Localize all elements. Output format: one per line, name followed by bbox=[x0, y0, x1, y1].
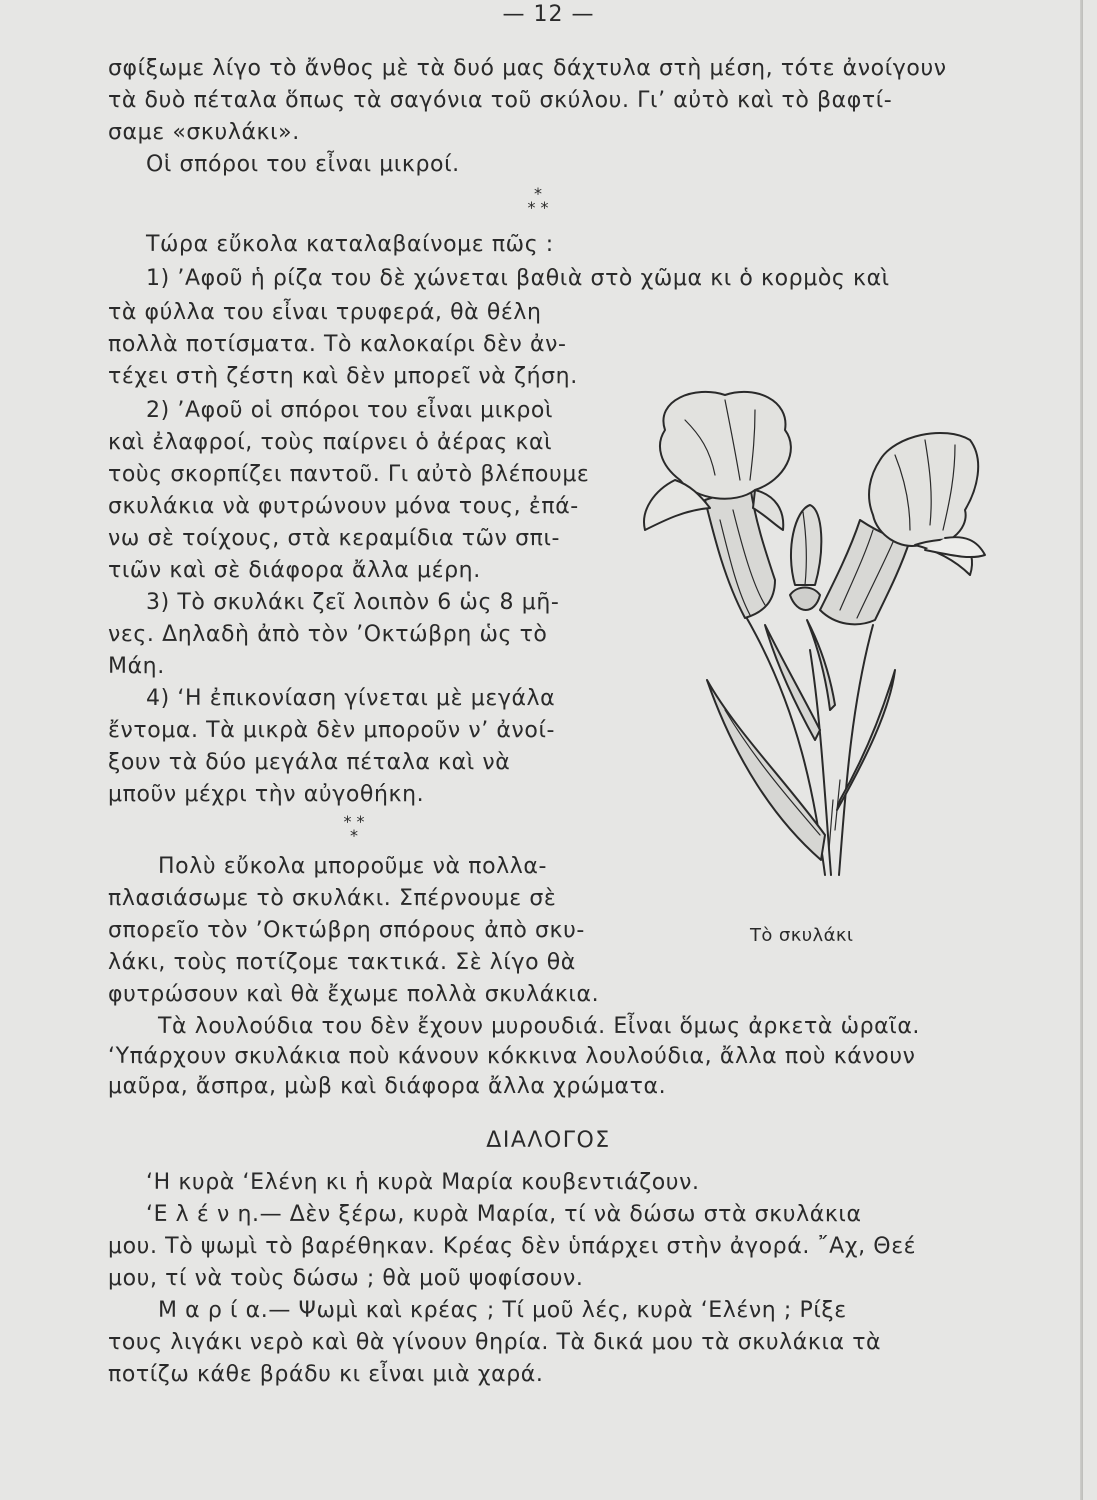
snapdragon-illustration bbox=[625, 380, 995, 890]
text-line: σκυλάκια νὰ φυτρώνουν μόνα τους, ἐπά- bbox=[108, 494, 579, 519]
text-line: τέχει στὴ ζέστη καὶ δὲν μπορεῖ νὰ ζήση. bbox=[108, 364, 578, 389]
right-flower-upper-lip bbox=[869, 433, 978, 546]
text-line: φυτρώσουν καὶ θὰ ἔχωμε πολλὰ σκυλάκια. bbox=[108, 982, 600, 1007]
text-line: πολλὰ ποτίσματα. Τὸ καλοκαίρι δὲν ἀν- bbox=[108, 332, 567, 357]
text-line: τὰ δυὸ πέταλα ὅπως τὰ σαγόνια τοῦ σκύλου. Γι’ αὐτὸ καὶ τὸ βαφτί- bbox=[108, 88, 893, 113]
text-line: λάκι, τοὺς ποτίζομε τακτικά. Σὲ λίγο θὰ bbox=[108, 950, 576, 975]
text-line: Οἱ σπόροι του εἶναι μικροί. bbox=[146, 152, 460, 177]
text-line: ἔντομα. Τὰ μικρὰ δὲν μποροῦν ν’ ἀνοί- bbox=[108, 718, 556, 743]
separator-asterisk-bottom: * bbox=[350, 826, 358, 845]
text-line: ποτίζω κάθε βράδυ κι εἶναι μιὰ χαρά. bbox=[108, 1362, 544, 1387]
text-line: ‘Η κυρὰ ‘Ελένη κι ἡ κυρὰ Μαρία κουβεντιάζουν. bbox=[146, 1170, 700, 1195]
separator-asterisk-top: * bbox=[534, 184, 542, 203]
text-line: μου, τί νὰ τοὺς δώσω ; θὰ μοῦ ψοφίσουν. bbox=[108, 1266, 584, 1291]
leaf-small-middle bbox=[807, 620, 835, 710]
text-line: μαῦρα, ἄσπρα, μὼβ καὶ διάφορα ἄλλα χρώματα. bbox=[108, 1074, 667, 1099]
leaf-right bbox=[837, 670, 895, 810]
text-line: μου. Τὸ ψωμὶ τὸ βαρέθηκαν. Κρέας δὲν ὑπάρχει στὴν ἀγορά. ῎Αχ, Θεέ bbox=[108, 1234, 917, 1259]
text-line: σφίξωμε λίγο τὸ ἄνθος μὲ τὰ δυό μας δάχτυλα στὴ μέση, τότε ἀνοίγουν bbox=[108, 56, 947, 81]
text-line: πλασιάσωμε τὸ σκυλάκι. Σπέρνουμε σὲ bbox=[108, 886, 557, 911]
illustration-caption: Τὸ σκυλάκι bbox=[750, 925, 854, 946]
text-line: 2) ’Αφοῦ οἱ σπόροι του εἶναι μικροὶ bbox=[146, 398, 553, 423]
text-line: Τώρα εὔκολα καταλαβαίνομε πῶς : bbox=[146, 232, 554, 257]
text-line: Μ α ρ ί α.— Ψωμὶ καὶ κρέας ; Τί μοῦ λές, κυρὰ ‘Ελένη ; Ρίξε bbox=[158, 1298, 847, 1323]
text-line: Τὰ λουλούδια του δὲν ἔχουν μυρουδιά. Εἶναι ὅμως ἀρκετὰ ὡραῖα. bbox=[158, 1014, 921, 1039]
text-line: τιῶν καὶ σὲ διάφορα ἄλλα μέρη. bbox=[108, 558, 481, 583]
page-edge bbox=[1080, 0, 1083, 1500]
text-line: Πολὺ εὔκολα μποροῦμε νὰ πολλα- bbox=[158, 854, 548, 879]
text-line: 4) ‘Η ἐπικονίαση γίνεται μὲ μεγάλα bbox=[146, 686, 556, 711]
text-line: ‘Υπάρχουν σκυλάκια ποὺ κάνουν κόκκινα λουλούδια, ἄλλα ποὺ κάνουν bbox=[108, 1044, 916, 1069]
text-line: καὶ ἐλαφροί, τοὺς παίρνει ὁ ἀέρας καὶ bbox=[108, 430, 553, 455]
text-line: νω σὲ τοίχους, στὰ κεραμίδια τῶν σπι- bbox=[108, 526, 561, 551]
text-line: τους λιγάκι νερὸ καὶ θὰ γίνουν θηρία. Τὰ δικά μου τὰ σκυλάκια τὰ bbox=[108, 1330, 882, 1355]
text-line: ‘Ε λ έ ν η.— Δὲν ξέρω, κυρὰ Μαρία, τί νὰ δώσω στὰ σκυλάκια bbox=[146, 1202, 862, 1227]
text-line: μποῦν μέχρι τὴν αὐγοθήκη. bbox=[108, 782, 425, 807]
bud-calyx bbox=[790, 588, 820, 611]
stem-shading bbox=[829, 780, 840, 850]
separator-asterisks-bottom: * * bbox=[527, 198, 549, 217]
dialogue-heading: ΔΙΑΛΟΓΟΣ bbox=[486, 1128, 611, 1153]
page-number: — 12 — bbox=[502, 2, 595, 27]
text-line: τοὺς σκορπίζει παντοῦ. Γι αὐτὸ βλέπουμε bbox=[108, 462, 590, 487]
separator-asterisks-top: * * bbox=[343, 812, 365, 831]
text-line: νες. Δηλαδὴ ἀπὸ τὸν ’Οκτώβρη ὡς τὸ bbox=[108, 622, 548, 647]
text-line: σαμε «σκυλάκι». bbox=[108, 120, 300, 145]
text-line: 1) ’Αφοῦ ἡ ρίζα του δὲ χώνεται βαθιὰ στὸ χῶμα κι ὁ κορμὸς καὶ bbox=[146, 266, 890, 291]
text-line: Μάη. bbox=[108, 654, 165, 679]
text-line: 3) Τὸ σκυλάκι ζεῖ λοιπὸν 6 ὡς 8 μῆ- bbox=[146, 590, 560, 615]
text-line: τὰ φύλλα του εἶναι τρυφερά, θὰ θέλη bbox=[108, 300, 542, 325]
text-line: σπορεῖο τὸν ’Οκτώβρη σπόρους ἀπὸ σκυ- bbox=[108, 918, 585, 943]
text-line: ξουν τὰ δύο μεγάλα πέταλα καὶ νὰ bbox=[108, 750, 511, 775]
